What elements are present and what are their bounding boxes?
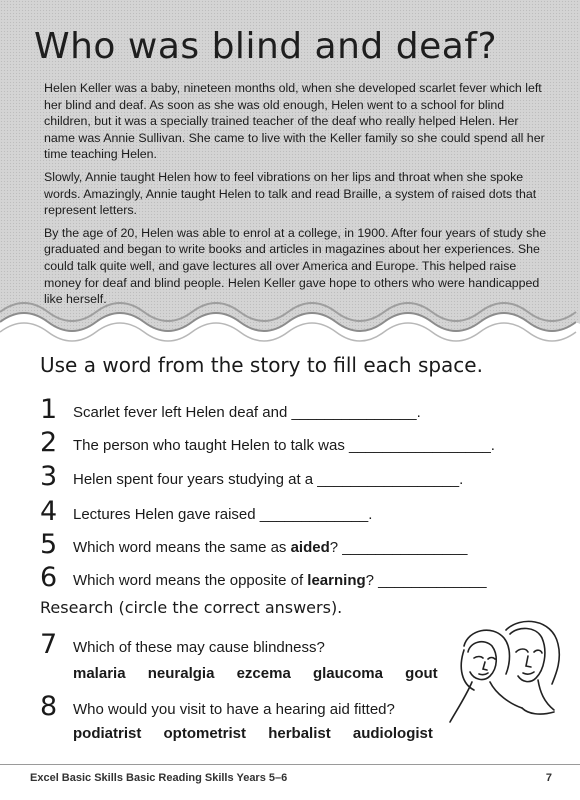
- question-number: 4: [40, 496, 58, 527]
- answer-option[interactable]: glaucoma: [312, 665, 383, 682]
- keyword: aided: [290, 539, 330, 556]
- footer: [30, 772, 552, 784]
- question-text: Lectures Helen gave raised _____________.: [73, 506, 373, 523]
- answer-option[interactable]: audiologist: [352, 725, 433, 742]
- answer-options: [73, 725, 451, 742]
- question-text: Which word means the opposite of learning? _____________: [73, 572, 487, 589]
- question-5: [40, 530, 540, 560]
- question-1: [40, 395, 540, 425]
- question-number: 5: [40, 529, 58, 560]
- question-6: [40, 563, 540, 593]
- story-paragraph: Helen Keller was a baby, nineteen months old, when she developed scarlet fever which left her blind and deaf. As soon as she was old enough, Helen went to a school for blind children, but it was a specially trained teacher of the deaf who really helped Helen. Her name was Annie Sullivan. She came to live with the Keller family so she could spend all her time teaching Helen.: [44, 81, 545, 162]
- answer-option[interactable]: herbalist: [268, 725, 331, 742]
- answer-options: [73, 665, 456, 682]
- story-text: [44, 80, 550, 314]
- question-text: The person who taught Helen to talk was _________________.: [73, 437, 495, 454]
- story-paragraph: Slowly, Annie taught Helen how to feel vibrations on her lips and throat when she spoke words. Amazingly, Annie taught Helen to talk and read Braille, a system of raised dots that represent letters.: [44, 169, 537, 218]
- story-paragraph: By the age of 20, Helen was able to enrol at a college, in 1900. After four years of study she graduated and began to write books and articles in magazines about her experiences. She could talk quite well, and gave lectures all over America and Europe. This helped raise money for deaf and blind people. Helen Keller gave hope to others who were handicapped like herself.: [44, 225, 547, 307]
- answer-option[interactable]: optometrist: [163, 725, 247, 742]
- answer-option[interactable]: podiatrist: [73, 725, 142, 742]
- question-text: Scarlet fever left Helen deaf and _______________.: [73, 404, 421, 421]
- question-3: [40, 462, 540, 492]
- question-number: 7: [40, 629, 58, 660]
- question-number: 8: [40, 691, 58, 722]
- question-text: Which word means the same as aided? _______________: [73, 539, 468, 556]
- page-title: Who was blind and deaf?: [34, 26, 498, 67]
- footer-book-title: Excel Basic Skills Basic Reading Skills Years 5–6: [30, 772, 288, 784]
- question-number: 6: [40, 562, 58, 593]
- illustration-two-faces: [444, 612, 568, 724]
- question-number: 2: [40, 427, 58, 458]
- answer-option[interactable]: neuralgia: [147, 665, 215, 682]
- question-text: Who would you visit to have a hearing aid fitted?: [73, 701, 395, 718]
- question-text: Which of these may cause blindness?: [73, 639, 325, 656]
- question-number: 1: [40, 394, 58, 425]
- answer-option[interactable]: malaria: [73, 665, 126, 682]
- keyword: learning: [307, 572, 366, 589]
- research-heading: Research (circle the correct answers).: [40, 598, 343, 617]
- question-number: 3: [40, 461, 58, 492]
- footer-divider: [0, 764, 580, 765]
- instruction-heading: Use a word from the story to fill each space.: [40, 353, 483, 377]
- question-2: [40, 428, 540, 458]
- page-number: 7: [545, 772, 552, 784]
- question-text: Helen spent four years studying at a _________________.: [73, 471, 464, 488]
- answer-option[interactable]: gout: [405, 665, 438, 682]
- answer-option[interactable]: ezcema: [236, 665, 291, 682]
- question-4: [40, 497, 540, 527]
